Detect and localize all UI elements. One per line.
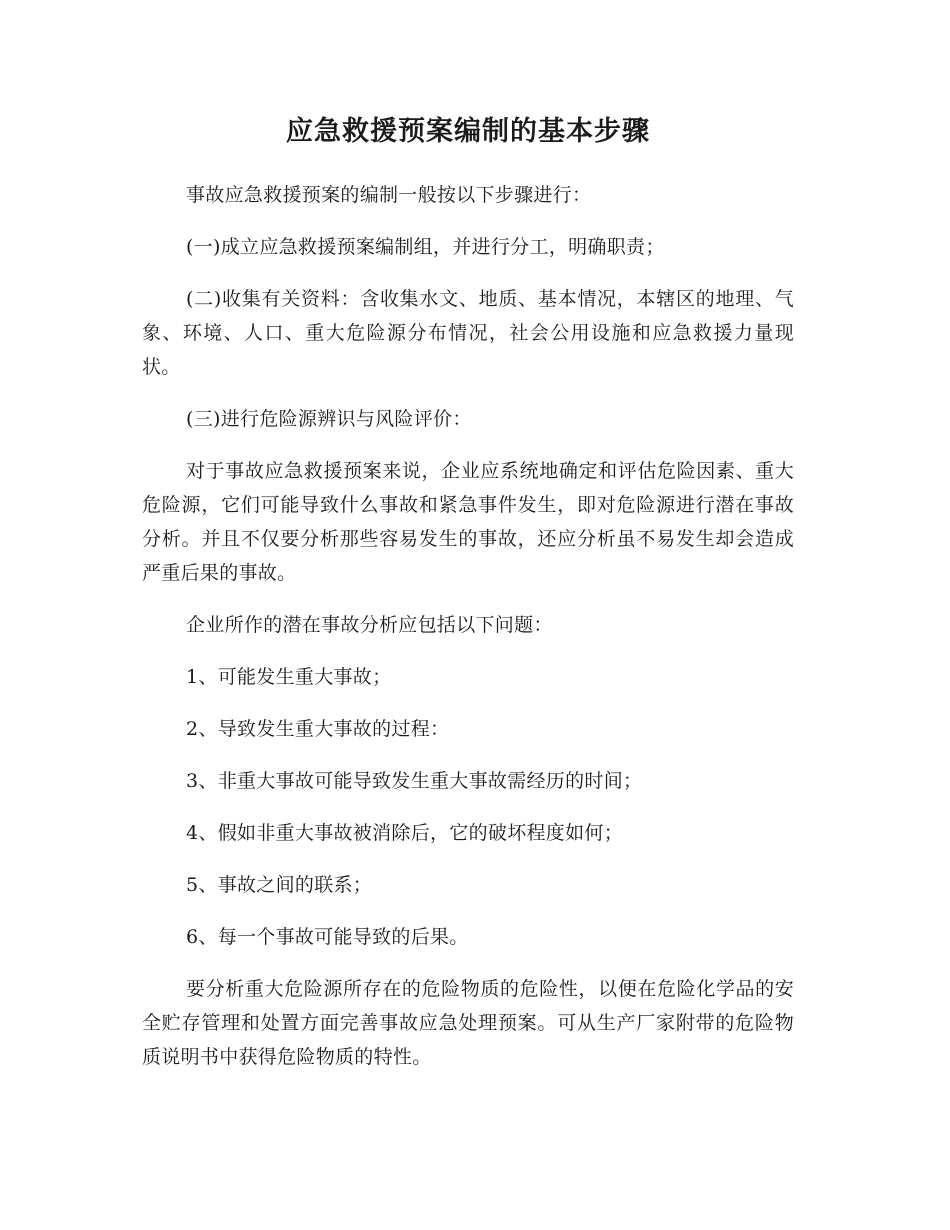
paragraph-step-2: (二)收集有关资料：含收集水文、地质、基本情况，本辖区的地理、气象、环境、人口、重大危险源分布情况，社会公用设施和应急救援力量现状。 <box>142 288 794 378</box>
paragraph-step-3: (三)进行危险源辨识与风险评价： <box>186 408 472 430</box>
paragraph-step-1: (一)成立应急救援预案编制组，并进行分工，明确职责； <box>186 236 665 258</box>
paragraph-analysis-questions: 企业所作的潜在事故分析应包括以下问题： <box>186 614 553 636</box>
document-page <box>142 112 794 1092</box>
paragraph-hazardous-materials: 要分析重大危险源所存在的危险物质的危险性，以便在危险化学品的安全贮存管理和处置方面完善事故应急处理预案。可从生产厂家附带的危险物质说明书中获得危险物质的特性。 <box>142 978 794 1068</box>
list-item: 6、每一个事故可能导致的后果。 <box>186 926 469 948</box>
document-title: 应急救援预案编制的基本步骤 <box>286 116 650 147</box>
list-item: 3、非重大事故可能导致发生重大事故需经历的时间； <box>186 770 643 792</box>
list-item: 2、导致发生重大事故的过程： <box>186 718 450 740</box>
list-item: 4、假如非重大事故被消除后，它的破坏程度如何； <box>186 822 623 844</box>
list-item: 5、事故之间的联系； <box>186 874 373 896</box>
paragraph-hazard-analysis: 对于事故应急救援预案来说，企业应系统地确定和评估危险因素、重大危险源，它们可能导致什么事故和紧急事件发生，即对危险源进行潜在事故分析。并且不仅要分析那些容易发生的事故，还应分析虽不易发生却会造成严重后果的事故。 <box>142 460 794 584</box>
list-item: 1、可能发生重大事故； <box>186 666 392 688</box>
paragraph-intro: 事故应急救援预案的编制一般按以下步骤进行： <box>186 184 592 206</box>
